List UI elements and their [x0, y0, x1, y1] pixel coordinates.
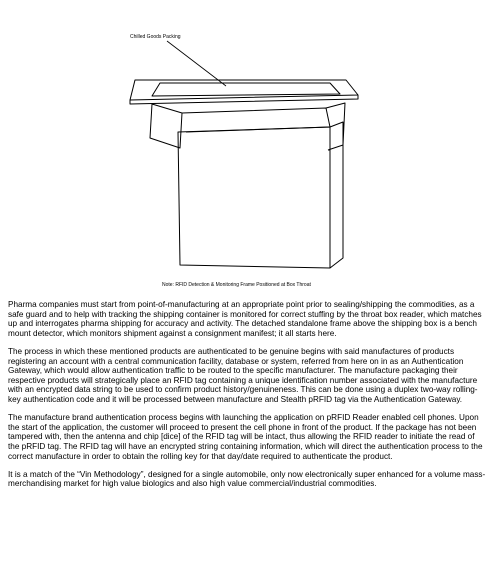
front-flap — [182, 108, 330, 132]
paragraph-4: It is a match of the “Vin Methodology”, designed for a single automobile, only now electronically super enhanced for a volume mass-merchandising market for high value biologics and also high value commercial/industrial commodities. — [8, 469, 486, 489]
left-flap — [150, 104, 182, 148]
paragraph-1: Pharma companies must start from point-of-manufacturing at an appropriate point prior to sealing/shipping the commodities, as a safe guard and to help with tracking the shipping container is monitored for correct stuffing by the throat box reader, which matches up and interrogates pharma shipping for accuracy and activity. The detached standalone frame above the shipping box is a bench mount detector, which monitors shipment against a consignment manifest; it all starts here. — [8, 300, 482, 338]
document-body — [8, 300, 486, 497]
label-leader — [167, 41, 226, 86]
box-front — [178, 127, 330, 268]
paragraph-2: The process in which these mentioned products are authenticated to be genuine begins with said manufactures of products registering an account with a central communication facility, database or system, referred from here on in as an Authentication Gateway, which would allow authentication traffic to be routed to the specific manufacturer. The manufacture packaging their respective products will strategically place an RFID tag containing a unique identification number associated with the manufacture with an encrypted data string to be used to confirm product history/genuineness. This can be done using a duplex two-way rolling-key authentication code and it will be processed between manufacture and Stealth pRFID tag via the Authentication Gateway. — [8, 346, 478, 404]
box-side — [330, 122, 343, 268]
box-label: Chilled Goods Packing — [130, 34, 181, 40]
figure-caption: Note: RFID Detection & Monitoring Frame Positioned at Box Throat — [162, 282, 311, 288]
frame-inner — [152, 83, 340, 96]
paragraph-3: The manufacture brand authentication process begins with launching the application on pRFID Reader enabled cell phones. Upon the start of the application, the customer will proceed to present the cell phone in front of the product. If the package has not been tampered with, then the antenna and chip [dice] of the RFID tag will be intact, thus allowing the RFID reader to initiate the read of the pRFID tag. The RFID tag will have an encrypted string containing information, which will direct the authentication process to the correct manufacture in order to obtain the rolling key for that day/date required to authenticate the product. — [8, 413, 483, 461]
right-flap — [326, 103, 345, 150]
